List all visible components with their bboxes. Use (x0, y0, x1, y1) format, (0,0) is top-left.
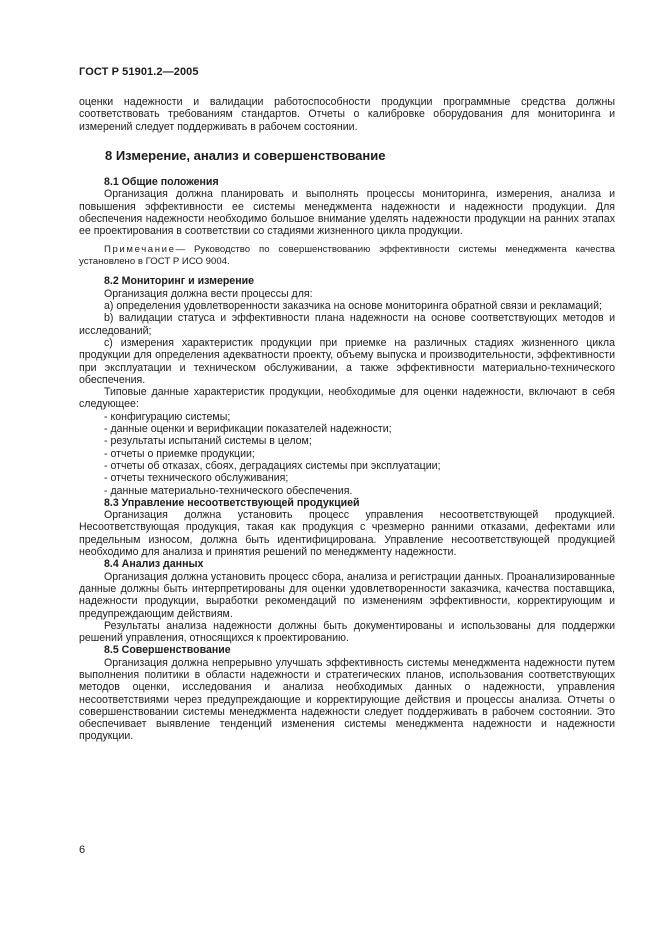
section-8-3-heading: 8.3 Управление несоответствующей продукцией (104, 496, 360, 509)
section-8-5-text: Организация должна непрерывно улучшать эффективность системы менеджмента надежности путем выполнения политики в области надежности и стратегических планов, использования соответствующих методов оценки, исследования и анализа необходимых данных о надежности, управления несоответствиями через предупреждающие и корректирующие действия и процессы анализа. Отчеты о совершенствовании системы менеджмента надежности следует поддерживать в рабочем состоянии. Это обеспечивает выявление тенденций изменения системы менеджмента надежности и надежности продукции. (79, 656, 615, 743)
intro-text: оценки надежности и валидации работоспособности продукции программные средства должны соответствовать требованиям стандартов. Отчеты о калибровке оборудования для мониторинга и измерений следует поддерживать в рабочем состоянии. (79, 96, 615, 133)
section-8-1-heading: 8.1 Общие положения (104, 176, 219, 188)
section-8-1-text: Организация должна планировать и выполнять процессы мониторинга, измерения, анализа и повышения эффективности ее системы менеджмента надежности и надежности продукции. Для обеспечения надежности необходимо большое внимание уделять надежности продукции на ранних этапах ее проектирования в соответствии со стадиями жизненного цикла продукции. (79, 188, 615, 238)
section-8-4-heading: 8.4 Анализ данных (104, 558, 204, 571)
section-8-body (79, 176, 615, 743)
section-8-5-heading: 8.5 Совершенствование (104, 644, 231, 657)
section-8-4-text-2: Результаты анализа надежности должны быть документированы и использованы для поддержки решений управления, относящихся к проектированию. (79, 619, 615, 645)
list-item: - результаты испытаний системы в целом; (104, 435, 312, 448)
section-8-2-item-b: b) валидации статуса и эффективности плана надежности на основе соответствующих методов и исследований; (79, 312, 615, 337)
note-text: — Руководство по совершенствованию эффективности системы менеджмента качества установлено в ГОСТ Р ИСО 9004. (79, 244, 615, 267)
list-item: - данные материально-технического обеспечения. (104, 484, 353, 497)
section-8-3-text: Организация должна установить процесс управления несоответствующей продукцией. Несоответствующая продукция, такая как продукция с чрезмерно ранними отказами, дефектами или предельным износом, должна быть идентифицирована. Управление несоответствующей продукцией необходимо для анализа и принятия решений по менеджменту надежности. (79, 509, 615, 559)
intro-paragraph (79, 96, 615, 133)
standard-header: ГОСТ Р 51901.2—2005 (79, 66, 199, 78)
page-number: 6 (79, 844, 86, 856)
list-item: - конфигурацию системы; (104, 410, 231, 423)
list-item: - отчеты об отказах, сбоях, деградациях системы при эксплуатации; (104, 459, 441, 472)
section-8-2-lead: Организация должна вести процессы для: (104, 287, 313, 300)
section-8-2-heading: 8.2 Мониторинг и измерение (104, 275, 254, 288)
note-label: Примечание (104, 244, 176, 256)
section-8-4-text-1: Организация должна установить процесс сбора, анализа и регистрации данных. Проанализированные данные должны быть интерпретированы для оценки удовлетворенности заказчика, качества поставщика, надежности продукции, выработки рекомендаций по изменениям эффективности, корректирующим и предупреждающим действиям. (79, 570, 615, 620)
list-item: - отчеты о приемке продукции; (104, 447, 255, 460)
list-item: - данные оценки и верификации показателей надежности; (104, 423, 392, 436)
section-8-2-item-c: c) измерения характеристик продукции при приемке на различных стадиях жизненного цикла продукции для определения адекватности проекту, объему выпуска и производительности, эффективности при эксплуатации и техническом обслуживании, а также эффективности материально-технического обеспечения. (79, 336, 615, 386)
section-8-title: 8 Измерение, анализ и совершенствование (105, 148, 386, 163)
list-item: - отчеты технического обслуживания; (104, 472, 289, 485)
note (79, 244, 615, 267)
section-8-2-item-a: a) определения удовлетворенности заказчика на основе мониторинга обратной связи и рекламаций; (104, 300, 602, 313)
section-8-2-typical: Типовые данные характеристик продукции, необходимые для оценки надежности, включают в себя следующее: (79, 386, 615, 411)
